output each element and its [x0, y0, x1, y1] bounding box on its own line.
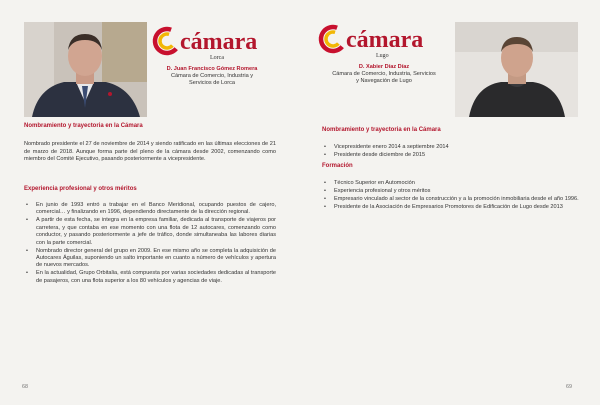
person-org-line1: Cámara de Comercio, Industria, Servicios: [332, 71, 436, 78]
logo-wordmark: cámara: [180, 29, 258, 55]
section-title-nombramiento: Nombramiento y trayectoria en la Cámara: [322, 127, 441, 133]
list-item: • A partir de esta fecha, se integra en la empresa familiar, dedicada al transporte de viajeros por carretera, y que contaba en ese momento con una flota de 12 autocares, comenzando como conductor, y pasando posteriormente a jefe de tráfico, donde simultaneaba las labores diarias con la parte comercial.: [26, 217, 276, 246]
list-item: • Técnico Superior en Automoción: [324, 180, 415, 186]
person-org-line2: y Navegación de Lugo: [356, 78, 412, 85]
portrait-photo-diaz-diaz: [455, 22, 578, 117]
logo-wordmark: cámara: [346, 27, 424, 53]
person-org-line2: Servicios de Lorca: [188, 80, 235, 87]
list-item: • Presidente de la Asociación de Empresarios Promotores de Edificación de Lugo desde 2013: [324, 204, 563, 210]
nombramiento-text: Nombrado presidente el 27 de noviembre de 2014 y siendo ratificado en las últimas elecciones de 21 de marzo de 2018. Aunque forma parte del pleno de la cámara desde 2002, comenzando como miembro del Comité Ejecutivo, pasando posteriormente a vicepresidente.: [24, 141, 276, 163]
logo-city: Lorca: [210, 55, 224, 61]
nombramiento-list: [322, 144, 580, 160]
person-name: D. Juan Francisco Gómez Romera: [166, 66, 258, 72]
section-title-nombramiento: Nombramiento y trayectoria en la Cámara: [24, 123, 143, 129]
camara-logo-lorca: [152, 24, 272, 64]
list-item: • Vicepresidente enero 2014 a septiembre 2014: [324, 144, 449, 150]
list-item: • En la actualidad, Grupo Orbitalia, está compuesta por varias sociedades dedicadas al transporte de pasajeros, con una flota superior a los 80 vehículos y agencias de viaje.: [26, 270, 276, 284]
person-card: [150, 66, 274, 88]
person-org-line1: Cámara de Comercio, Industria y: [170, 73, 254, 80]
page-number: 69: [566, 384, 572, 390]
list-item: • Experiencia profesional y otros méritos: [324, 188, 431, 194]
person-name: D. Xabier Díaz Díaz: [358, 64, 410, 70]
right-page: [300, 0, 600, 405]
person-card: [314, 64, 454, 86]
list-item: • Presidente desde diciembre de 2015: [324, 152, 426, 158]
logo-city: Lugo: [376, 53, 389, 59]
section-title-formacion: Formación: [322, 163, 353, 169]
list-item: • En junio de 1993 entró a trabajar en el Banco Meridional, ocupando puestos de cajero, comercial… y finalizando en 1996, dependiendo directamente de la dirección regional.: [26, 202, 276, 216]
camara-logo-lugo: [318, 22, 438, 62]
section-title-experiencia: Experiencia profesional y otros méritos: [24, 186, 137, 192]
list-item: • Nombrado director general del grupo en 2009. En ese mismo año se completa la adquisición de Autocares Águilas, suponiendo un salto importante en cuanto a número de vehículos y apertura de nuevos mercados.: [26, 247, 276, 269]
page-number: 68: [22, 384, 28, 390]
portrait-photo-gomez-romera: [24, 22, 147, 117]
experiencia-list: [24, 202, 276, 286]
formacion-list: [322, 180, 580, 212]
list-item: • Empresario vinculado al sector de la construcción y a la promoción inmobiliaria desde el año 1996.: [324, 196, 579, 202]
